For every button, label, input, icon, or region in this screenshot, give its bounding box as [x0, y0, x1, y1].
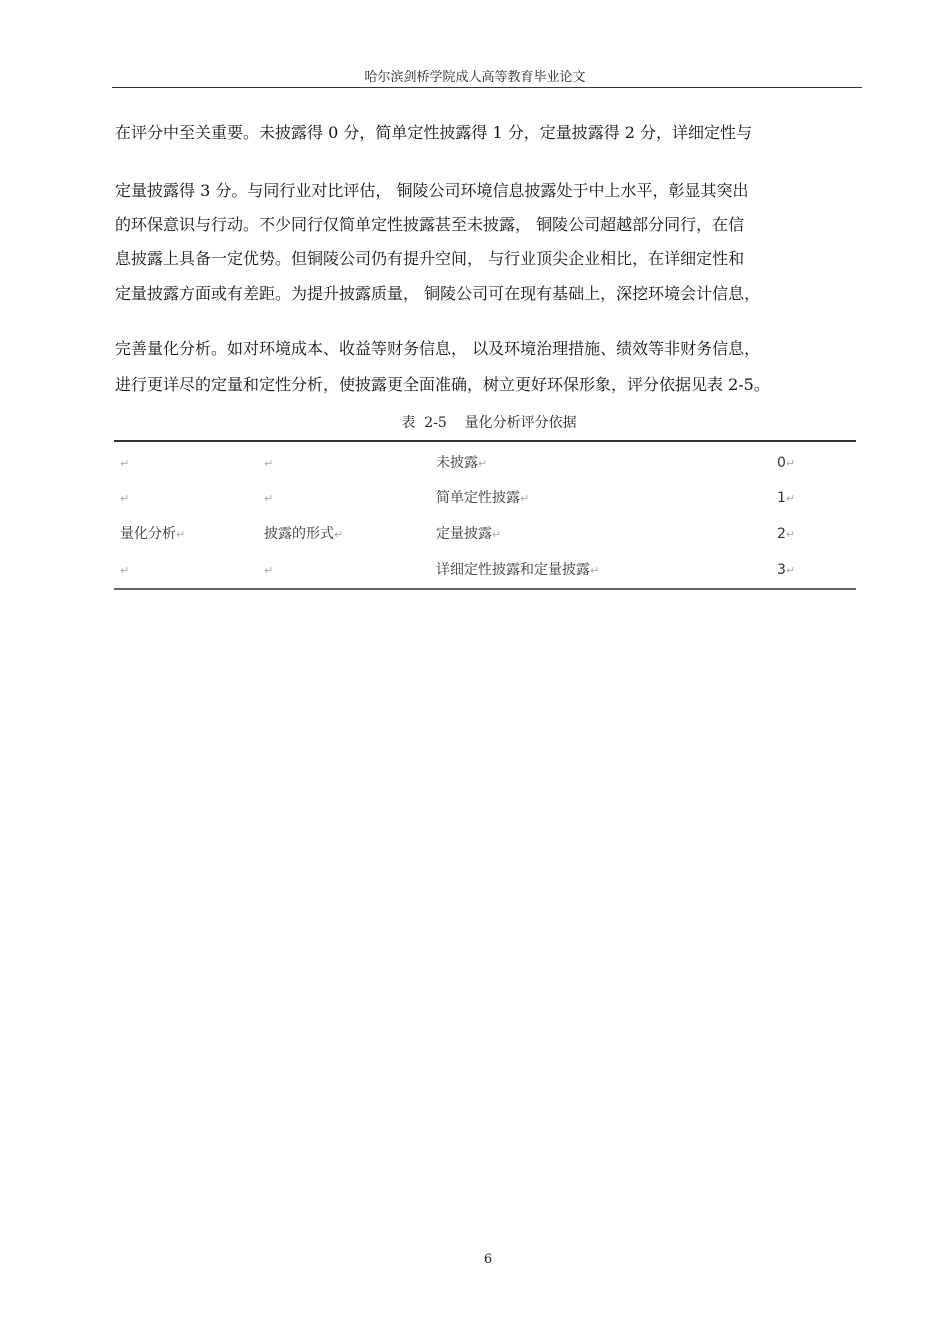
- paragraph-line-3: 的环保意识与行动。不少同行仅简单定性披露甚至未披露， 铜陵公司超越部分同行，在信: [115, 215, 745, 234]
- return-mark-icon: ↵: [492, 528, 502, 541]
- table-row-1-col4: 0↵: [777, 455, 796, 471]
- paragraph-line-2: 定量披露得 3 分。与同行业对比评估， 铜陵公司环境信息披露处于中上水平，彰显其突出: [115, 181, 749, 200]
- table-row-2-col1: [120, 490, 129, 507]
- return-mark-icon: ↵: [590, 564, 600, 577]
- table-row-3-col1: 量化分析↵: [120, 526, 186, 542]
- table-row-4-col2: [264, 562, 273, 579]
- return-mark-icon: ↵: [264, 492, 274, 505]
- return-mark-icon: ↵: [478, 457, 488, 470]
- paragraph-line-6: 完善量化分析。如对环境成本、收益等财务信息， 以及环境治理措施、绩效等非财务信息，: [115, 339, 761, 358]
- return-mark-icon: ↵: [520, 492, 530, 505]
- return-mark-icon: ↵: [264, 564, 274, 577]
- paragraph-line-5: 定量披露方面或有差距。为提升披露质量， 铜陵公司可在现有基础上，深挖环境会计信息，: [115, 284, 761, 303]
- return-mark-icon: ↵: [120, 492, 130, 505]
- table-row-3-col3: 定量披露↵: [436, 526, 502, 542]
- paragraph-line-4: 息披露上具备一定优势。但铜陵公司仍有提升空间， 与行业顶尖企业相比，在详细定性和: [115, 249, 745, 268]
- return-mark-icon: ↵: [176, 528, 186, 541]
- table-row-4-col4: 3↵: [777, 562, 796, 578]
- table-top-rule: [114, 440, 856, 442]
- header-divider: [112, 87, 862, 88]
- table-row-4-col3: 详细定性披露和定量披露↵: [436, 562, 600, 578]
- return-mark-icon: ↵: [334, 528, 344, 541]
- return-mark-icon: ↵: [120, 457, 130, 470]
- return-mark-icon: ↵: [785, 564, 796, 577]
- table-caption: 表 2-5 量化分析评分依据: [401, 415, 577, 431]
- table-bottom-rule: [114, 588, 856, 590]
- table-row-1-col2: [264, 455, 273, 472]
- paragraph-line-7: 进行更详尽的定量和定性分析，使披露更全面准确，树立更好环保形象，评分依据见表 2-5。: [115, 375, 770, 394]
- table-row-3-col4: 2↵: [777, 526, 796, 542]
- return-mark-icon: ↵: [264, 457, 274, 470]
- paragraph-line-1: 在评分中至关重要。未披露得 0 分，简单定性披露得 1 分，定量披露得 2 分，详细定性与: [115, 123, 753, 142]
- running-header: 哈尔滨剑桥学院成人高等教育毕业论文: [364, 70, 586, 85]
- table-row-3-col2: 披露的形式↵: [264, 526, 344, 542]
- return-mark-icon: ↵: [120, 564, 130, 577]
- scoring-table: [114, 440, 856, 590]
- table-row-1-col3: 未披露↵: [436, 455, 488, 471]
- table-row-4-col1: [120, 562, 129, 579]
- table-row-2-col3: 简单定性披露↵: [436, 490, 530, 506]
- return-mark-icon: ↵: [785, 492, 796, 505]
- return-mark-icon: ↵: [785, 457, 796, 470]
- page-number: 6: [483, 1252, 493, 1267]
- table-row-2-col4: 1↵: [777, 490, 796, 506]
- table-row-1-col1: [120, 455, 129, 472]
- table-row-2-col2: [264, 490, 273, 507]
- return-mark-icon: ↵: [785, 528, 796, 541]
